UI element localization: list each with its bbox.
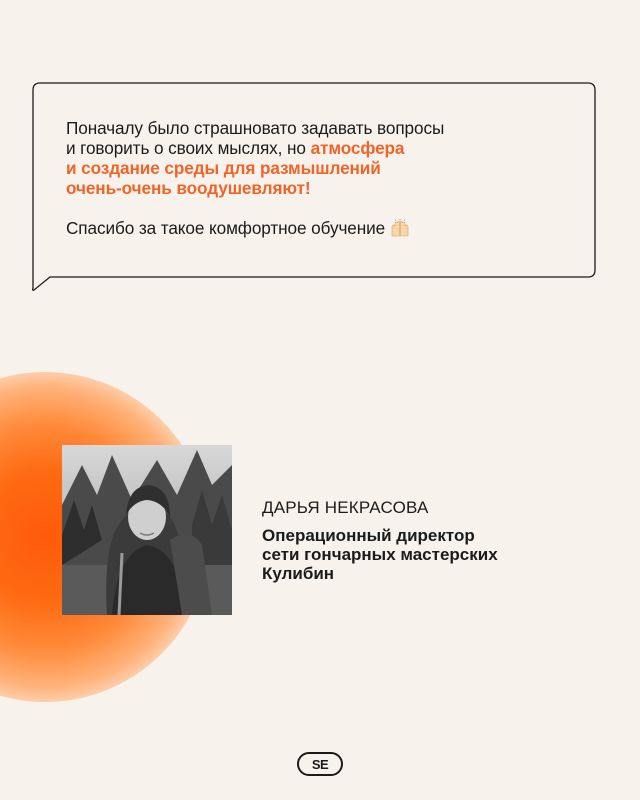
person-role-line-2: сети гончарных мастерских	[262, 545, 498, 564]
person-info	[262, 498, 592, 583]
quote-thanks	[66, 218, 546, 238]
raising-hands-icon	[389, 219, 411, 237]
person-role-line-3: Кулибин	[262, 564, 335, 583]
quote-line-4-accent: очень-очень воодушевляют!	[66, 178, 311, 198]
quote-accent-atmosphere: атмосфера	[310, 138, 405, 158]
portrait-illustration	[62, 445, 232, 615]
quote-line-1: Поначалу было страшновато задавать вопросы	[66, 118, 445, 138]
quote-line-2-plain: и говорить о своих мыслях, но	[66, 138, 311, 158]
quote-line-3-accent: и создание среды для размышлений	[66, 158, 381, 178]
person-photo	[62, 445, 232, 615]
testimonial-quote	[66, 118, 546, 238]
person-role	[262, 526, 592, 583]
brand-logo: SE	[297, 752, 343, 776]
quote-thanks-text: Спасибо за такое комфортное обучение	[66, 218, 386, 238]
quote-line-2	[66, 138, 546, 158]
person-role-line-1: Операционный директор	[262, 526, 475, 545]
person-name: ДАРЬЯ НЕКРАСОВА	[262, 498, 429, 517]
